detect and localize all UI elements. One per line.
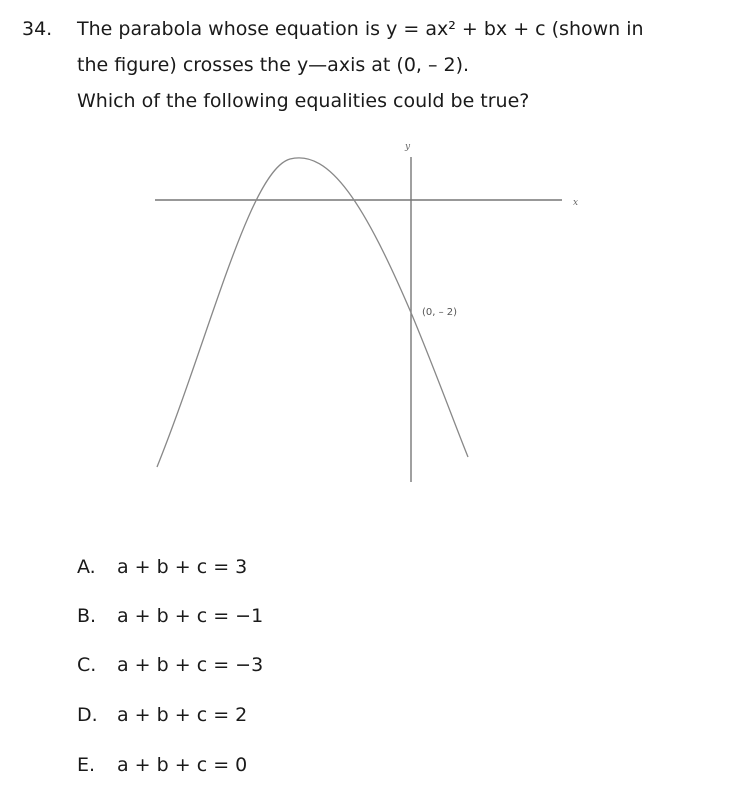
choice-c-letter: C. bbox=[77, 654, 97, 676]
choice-d[interactable] bbox=[77, 701, 247, 729]
choice-c-expression: a + b + c = −3 bbox=[117, 654, 264, 676]
choice-a-letter: A. bbox=[77, 556, 96, 578]
choice-a[interactable] bbox=[77, 553, 247, 581]
y-axis-label: y bbox=[405, 142, 411, 152]
question-text-line-2: the figure) crosses the y—axis at (0, – 2). bbox=[77, 54, 470, 76]
choice-e-expression: a + b + c = 0 bbox=[117, 754, 248, 776]
choice-b-letter: B. bbox=[77, 605, 97, 627]
question-text-line-3: Which of the following equalities could be true? bbox=[77, 90, 530, 112]
point-label: (0, – 2) bbox=[422, 307, 458, 318]
choice-b[interactable] bbox=[77, 602, 263, 630]
choice-e-letter: E. bbox=[77, 754, 96, 776]
choice-a-expression: a + b + c = 3 bbox=[117, 556, 248, 578]
choice-c[interactable] bbox=[77, 651, 263, 679]
choice-b-expression: a + b + c = −1 bbox=[117, 605, 264, 627]
parabola-figure bbox=[150, 135, 590, 490]
choice-d-letter: D. bbox=[77, 704, 98, 726]
question-number: 34. bbox=[22, 18, 53, 40]
choice-d-expression: a + b + c = 2 bbox=[117, 704, 248, 726]
question-text-line-1: The parabola whose equation is y = ax² + bx + c (shown in bbox=[77, 18, 644, 40]
x-axis-label: x bbox=[573, 198, 579, 208]
choice-e[interactable] bbox=[77, 751, 247, 779]
